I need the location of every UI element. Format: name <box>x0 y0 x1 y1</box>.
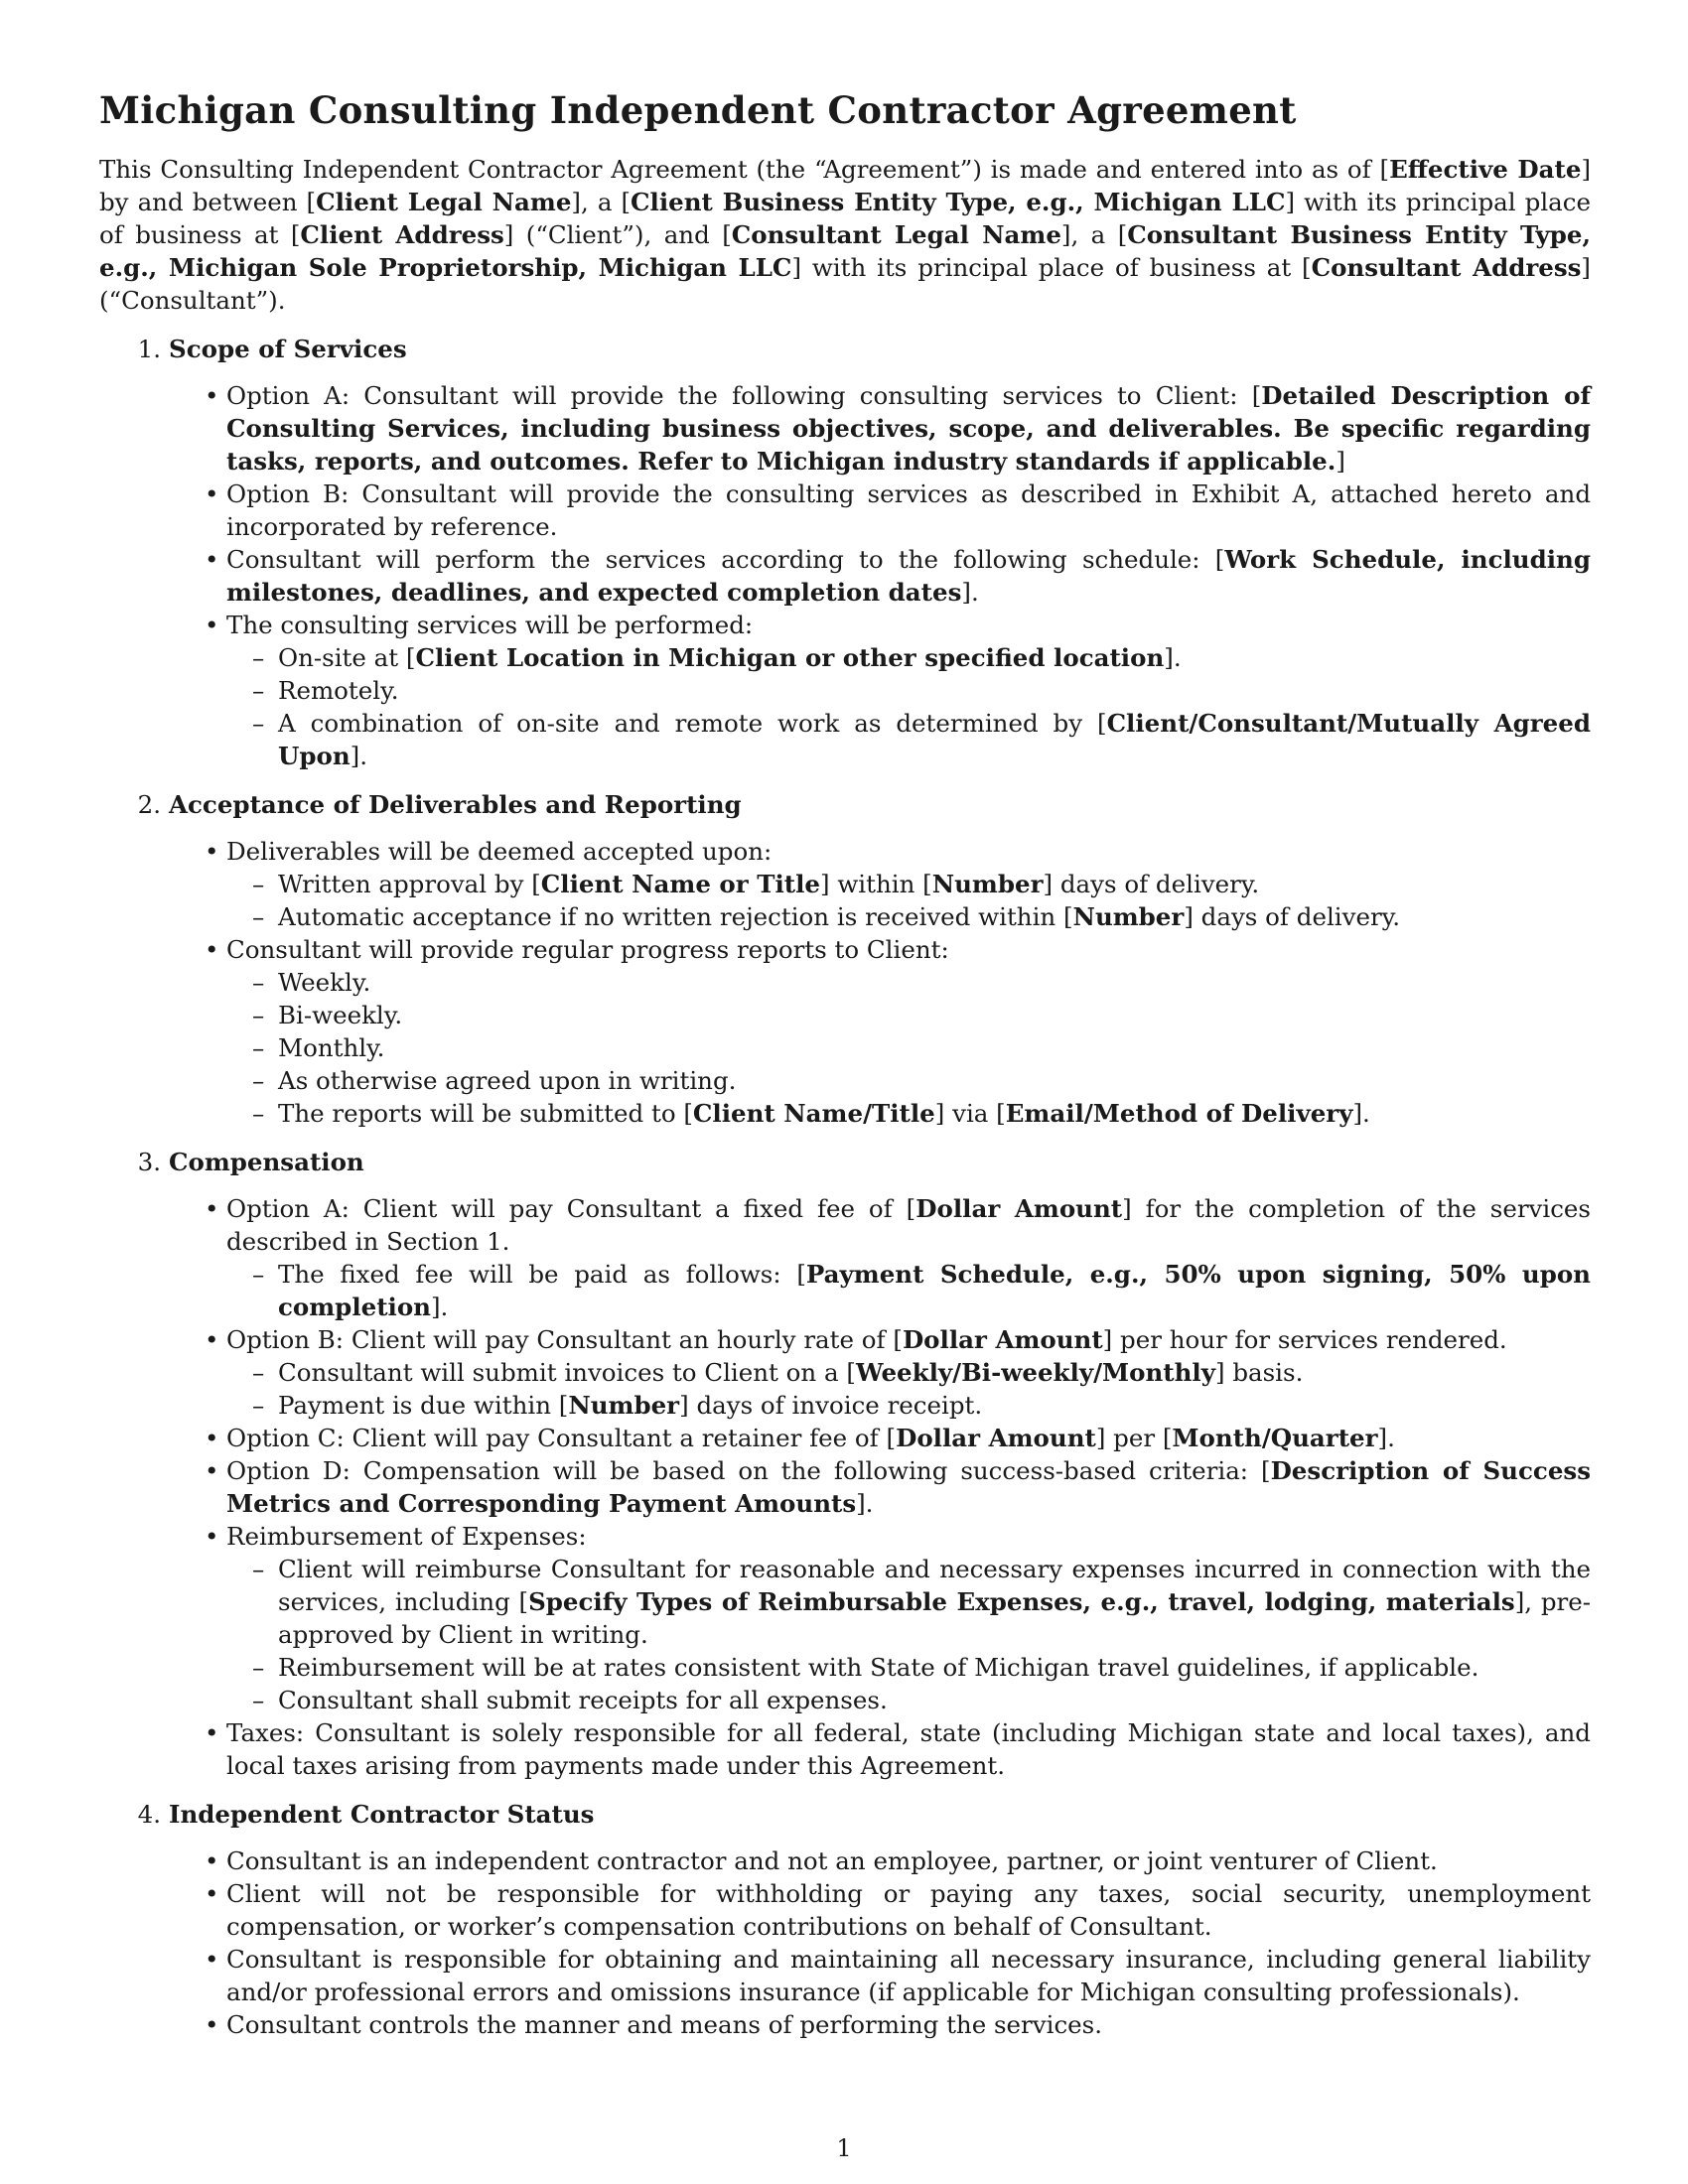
text-run: This Consulting Independent Contractor Agreement (the “Agreement”) is made and entered into as of [ <box>99 155 1390 184</box>
text-run: ] basis. <box>1214 1358 1304 1387</box>
text-run: ]. <box>431 1293 449 1321</box>
text-run: Consultant is responsible for obtaining and maintaining all necessary insurance, including general liability and/or professional errors and omissions insurance (if applicable for Michigan consulting professionals). <box>226 1945 1591 2006</box>
document-title: Michigan Consulting Independent Contractor Agreement <box>99 88 1297 132</box>
text-run: ]. <box>350 742 368 770</box>
placeholder-field: Number <box>568 1391 680 1420</box>
placeholder-field: Payment Schedule, e.g., 50% upon signing, 50% upon completion <box>278 1260 1591 1321</box>
sub-list <box>226 1356 1591 1422</box>
section-number: 2. <box>137 790 161 819</box>
bullet-list <box>99 1192 1591 1782</box>
text-run: Option D: Compensation will be based on the following success-based criteria: [ <box>226 1456 1271 1485</box>
text-run: ] via [ <box>934 1099 1006 1128</box>
placeholder-field: Dollar Amount <box>902 1325 1103 1354</box>
placeholder-field: Month/Quarter <box>1172 1424 1378 1452</box>
text-run: A combination of on-site and remote work as determined by [ <box>278 709 1107 738</box>
sub-list <box>226 868 1591 933</box>
section-heading <box>99 1146 1591 1178</box>
text-run: On-site at [ <box>278 643 416 672</box>
sub-item <box>278 1064 1591 1097</box>
section-heading <box>99 333 1591 365</box>
text-run: ] (“Client”), and [ <box>503 220 732 249</box>
text-run: Consultant shall submit receipts for all expenses. <box>278 1686 888 1714</box>
text-run: Consultant will provide regular progress reports to Client: <box>226 935 949 964</box>
section-title: Acceptance of Deliverables and Reporting <box>169 790 742 819</box>
placeholder-field: Consultant Legal Name <box>731 220 1061 249</box>
text-run: ] with its principal place of business at [ <box>791 253 1312 282</box>
sub-list <box>226 966 1591 1130</box>
text-run: The reports will be submitted to [ <box>278 1099 693 1128</box>
bullet-item <box>226 1454 1591 1520</box>
placeholder-field: Dollar Amount <box>896 1424 1096 1452</box>
placeholder-field: Dollar Amount <box>915 1194 1123 1223</box>
sub-item <box>278 674 1591 707</box>
bullet-item <box>226 1716 1591 1782</box>
text-run: ] with its principal place of business at [ <box>99 188 1591 249</box>
section-heading <box>99 788 1591 821</box>
sub-item <box>278 1389 1591 1422</box>
bullet-item <box>226 1422 1591 1454</box>
text-run: ] <box>1336 447 1345 476</box>
text-run: Reimbursement will be at rates consistent with State of Michigan travel guidelines, if applicable. <box>278 1653 1479 1682</box>
sub-item <box>278 900 1591 933</box>
section-title: Independent Contractor Status <box>169 1800 595 1829</box>
section <box>99 1146 1591 1782</box>
text-run: ]. <box>1164 643 1182 672</box>
text-run: ] by and between [ <box>99 155 1591 216</box>
text-run: Weekly. <box>278 968 371 997</box>
text-run: Bi-weekly. <box>278 1001 403 1029</box>
text-run: As otherwise agreed upon in writing. <box>278 1066 737 1095</box>
bullet-item <box>226 1943 1591 2008</box>
text-run: Option A: Consultant will provide the following consulting services to Client: [ <box>226 381 1262 410</box>
sub-list <box>226 1258 1591 1323</box>
sub-item <box>278 1258 1591 1323</box>
sub-item <box>278 1651 1591 1684</box>
bullet-item <box>226 543 1591 609</box>
section <box>99 788 1591 1130</box>
placeholder-field: Detailed Description of Consulting Services, including business objectives, scope, and deliverables. Be specific regarding tasks, reports, and outcomes. Refer to Michigan industry standards if applicable. <box>226 381 1591 476</box>
bullet-item <box>226 933 1591 1130</box>
intro-paragraph <box>99 153 1591 317</box>
sub-item <box>278 999 1591 1031</box>
section <box>99 333 1591 772</box>
page-number: 1 <box>836 2134 852 2162</box>
bullet-item <box>226 2008 1591 2041</box>
text-run: ]. <box>856 1489 874 1518</box>
text-run: Reimbursement of Expenses: <box>226 1522 587 1551</box>
bullet-list <box>99 379 1591 772</box>
placeholder-field: Work Schedule, including milestones, deadlines, and expected completion dates <box>226 545 1591 607</box>
sub-item <box>278 1097 1591 1130</box>
text-run: Remotely. <box>278 676 399 705</box>
sub-item <box>278 707 1591 772</box>
text-run: Option A: Client will pay Consultant a fixed fee of [ <box>226 1194 916 1223</box>
placeholder-field: Number <box>931 870 1044 898</box>
bullet-item <box>226 1192 1591 1323</box>
section <box>99 1798 1591 2041</box>
placeholder-field: Effective Date <box>1389 155 1582 184</box>
sub-item <box>278 1684 1591 1716</box>
section-heading <box>99 1798 1591 1831</box>
sections-list <box>99 333 1591 2041</box>
text-run: Option B: Client will pay Consultant an hourly rate of [ <box>226 1325 903 1354</box>
section-title: Scope of Services <box>169 335 407 363</box>
bullet-list <box>99 1844 1591 2041</box>
text-run: ], pre-approved by Client in writing. <box>278 1587 1591 1649</box>
text-run: ], a [ <box>571 188 632 216</box>
text-run: The consulting services will be performed: <box>226 611 754 639</box>
sub-item <box>278 1031 1591 1064</box>
placeholder-field: Consultant Address <box>1311 253 1582 282</box>
text-run: ]. <box>961 578 979 607</box>
bullet-item <box>226 379 1591 478</box>
placeholder-field: Weekly/Bi-weekly/Monthly <box>855 1358 1215 1387</box>
placeholder-field: Client Legal Name <box>316 188 572 216</box>
placeholder-field: Client/Consultant/Mutually Agreed Upon <box>278 709 1591 770</box>
text-run: ] per [ <box>1095 1424 1173 1452</box>
text-run: Written approval by [ <box>278 870 541 898</box>
section-number: 3. <box>137 1148 161 1176</box>
placeholder-field: Number <box>1072 902 1185 931</box>
text-run: ], a [ <box>1060 220 1128 249</box>
text-run: ]. <box>1352 1099 1370 1128</box>
sub-item <box>278 1356 1591 1389</box>
text-run: Deliverables will be deemed accepted upon: <box>226 837 773 866</box>
bullet-item <box>226 478 1591 543</box>
section-number: 4. <box>137 1800 161 1829</box>
section-number: 1. <box>137 335 161 363</box>
sub-item <box>278 868 1591 900</box>
placeholder-field: Specify Types of Reimbursable Expenses, e.g., travel, lodging, materials <box>528 1587 1515 1616</box>
text-run: Option B: Consultant will provide the consulting services as described in Exhibit A, attached hereto and incorporated by reference. <box>226 479 1591 541</box>
bullet-item <box>226 609 1591 772</box>
section-title: Compensation <box>169 1148 364 1176</box>
bullet-list <box>99 835 1591 1130</box>
placeholder-field: Client Address <box>300 220 504 249</box>
text-run: ] days of invoice receipt. <box>679 1391 983 1420</box>
text-run: The fixed fee will be paid as follows: [ <box>278 1260 806 1289</box>
placeholder-field: Consultant Business Entity Type, e.g., Michigan Sole Proprietorship, Michigan LLC <box>99 220 1591 282</box>
text-run: Option C: Client will pay Consultant a retainer fee of [ <box>226 1424 897 1452</box>
text-run: ] days of delivery. <box>1184 902 1401 931</box>
text-run: Client will reimburse Consultant for reasonable and necessary expenses incurred in connection with the services, including [ <box>278 1555 1591 1616</box>
text-run: Consultant is an independent contractor and not an employee, partner, or joint venturer of Client. <box>226 1846 1438 1875</box>
placeholder-field: Client Name/Title <box>692 1099 935 1128</box>
text-run: Client will not be responsible for withholding or paying any taxes, social security, unemployment compensation, or worker’s compensation contributions on behalf of Consultant. <box>226 1879 1591 1941</box>
text-run: Consultant controls the manner and means of performing the services. <box>226 2010 1103 2039</box>
bullet-item <box>226 835 1591 933</box>
text-run: Taxes: Consultant is solely responsible for all federal, state (including Michigan state and local taxes), and local taxes arising from payments made under this Agreement. <box>226 1718 1591 1780</box>
placeholder-field: Client Location in Michigan or other specified location <box>415 643 1165 672</box>
placeholder-field: Client Business Entity Type, e.g., Michigan LLC <box>631 188 1286 216</box>
text-run: Monthly. <box>278 1033 385 1062</box>
text-run: ] within [ <box>819 870 932 898</box>
text-run: ] (“Consultant”). <box>99 253 1591 315</box>
text-run: ] days of delivery. <box>1043 870 1260 898</box>
sub-item <box>278 966 1591 999</box>
bullet-item <box>226 1877 1591 1943</box>
text-run: Consultant will perform the services according to the following schedule: [ <box>226 545 1225 574</box>
text-run: ] for the completion of the services described in Section 1. <box>226 1194 1592 1256</box>
document-page <box>99 85 1591 2041</box>
bullet-item <box>226 1323 1591 1422</box>
bullet-item <box>226 1520 1591 1716</box>
sub-list <box>226 1553 1591 1716</box>
text-run: ]. <box>1377 1424 1395 1452</box>
text-run: Consultant will submit invoices to Client on a [ <box>278 1358 856 1387</box>
placeholder-field: Client Name or Title <box>540 870 820 898</box>
sub-item <box>278 641 1591 674</box>
text-run: Automatic acceptance if no written rejection is received within [ <box>278 902 1073 931</box>
placeholder-field: Description of Success Metrics and Corresponding Payment Amounts <box>226 1456 1591 1518</box>
text-run: Payment is due within [ <box>278 1391 569 1420</box>
sub-list <box>226 641 1591 772</box>
sub-item <box>278 1553 1591 1651</box>
placeholder-field: Email/Method of Delivery <box>1005 1099 1353 1128</box>
text-run: ] per hour for services rendered. <box>1102 1325 1507 1354</box>
bullet-item <box>226 1844 1591 1877</box>
